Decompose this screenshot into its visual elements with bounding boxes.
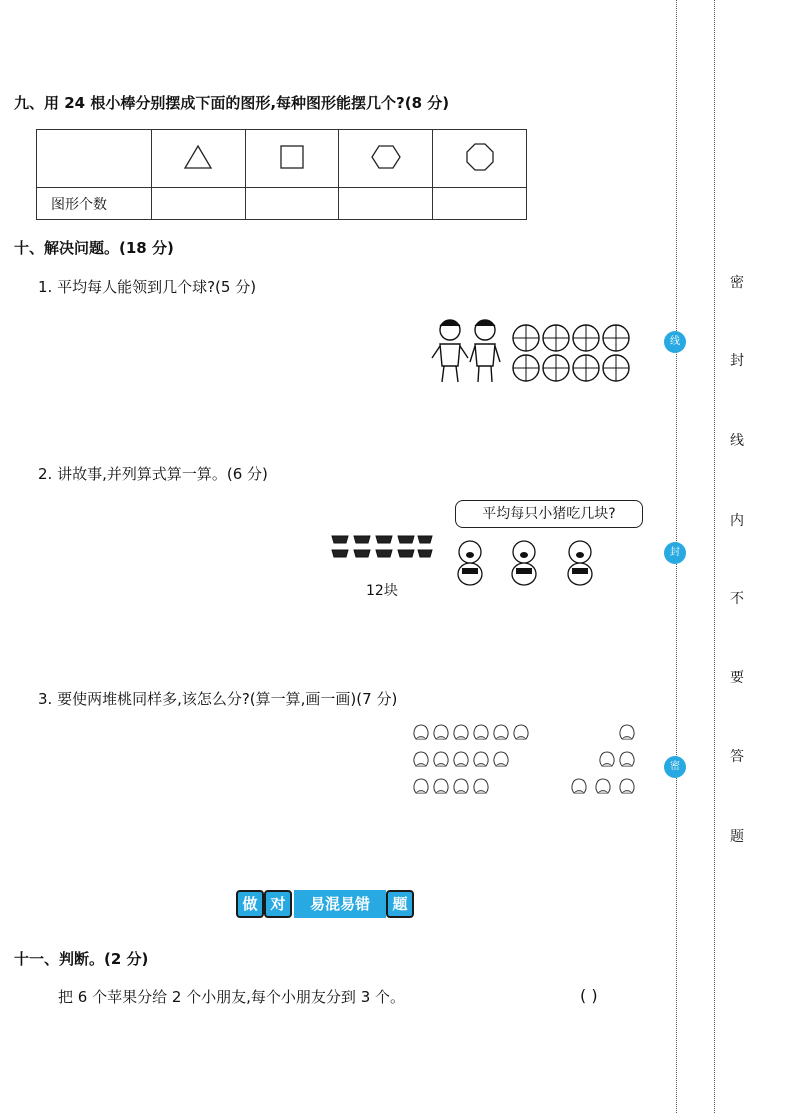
cake-count: 12块	[366, 583, 398, 599]
answer-cell-square[interactable]	[245, 188, 339, 220]
answer-cell-triangle[interactable]	[151, 188, 245, 220]
kids-basketballs-illustration	[430, 316, 640, 388]
peaches-illustration	[410, 720, 640, 800]
table-corner-cell	[37, 130, 152, 188]
pigs-illustration	[452, 538, 622, 588]
square-icon	[278, 143, 306, 171]
seal-char-5: 不	[730, 591, 744, 607]
seal-dot-2: 封	[664, 542, 686, 564]
error-prone-banner	[234, 886, 416, 920]
q9-title: 九、用 24 根小棒分别摆成下面的图形,每种图形能摆几个?(8 分)	[14, 94, 450, 112]
seal-char-2: 封	[730, 353, 744, 369]
square-cell	[245, 130, 339, 188]
cakes-illustration	[330, 532, 434, 564]
seal-dot-1: 线	[664, 331, 686, 353]
q11-title: 十一、判断。(2 分)	[14, 950, 149, 968]
q10-title: 十、解决问题。(18 分)	[14, 239, 174, 257]
triangle-cell	[151, 130, 245, 188]
answer-parentheses[interactable]: ( )	[580, 986, 598, 1005]
shape-table	[36, 129, 527, 220]
seal-line-right	[714, 0, 715, 1113]
seal-char-7: 答	[730, 749, 744, 765]
banner-text: 易混易错	[294, 890, 386, 918]
octagon-icon	[465, 142, 495, 172]
answer-cell-hexagon[interactable]	[339, 188, 433, 220]
banner-tile-2: 对	[264, 890, 292, 918]
seal-char-1: 密	[730, 275, 744, 291]
seal-char-4: 内	[730, 513, 744, 529]
row-label: 图形个数	[37, 188, 152, 220]
banner-tile-1: 做	[236, 890, 264, 918]
answer-cell-octagon[interactable]	[433, 188, 527, 220]
q10-part1: 1. 平均每人能领到几个球?(5 分)	[38, 278, 257, 296]
octagon-cell	[433, 130, 527, 188]
hexagon-cell	[339, 130, 433, 188]
q10-part3: 3. 要使两堆桃同样多,该怎么分?(算一算,画一画)(7 分)	[38, 690, 398, 708]
banner-tile-3: 题	[386, 890, 414, 918]
triangle-icon	[183, 144, 213, 170]
speech-bubble: 平均每只小猪吃几块?	[455, 500, 643, 528]
q10-part2: 2. 讲故事,并列算式算一算。(6 分)	[38, 465, 268, 483]
seal-char-3: 线	[730, 433, 744, 449]
hexagon-icon	[370, 143, 402, 171]
seal-char-6: 要	[730, 670, 744, 686]
q11-statement: 把 6 个苹果分给 2 个小朋友,每个小朋友分到 3 个。	[58, 988, 406, 1006]
seal-dot-3: 密	[664, 756, 686, 778]
seal-char-8: 题	[730, 829, 744, 845]
